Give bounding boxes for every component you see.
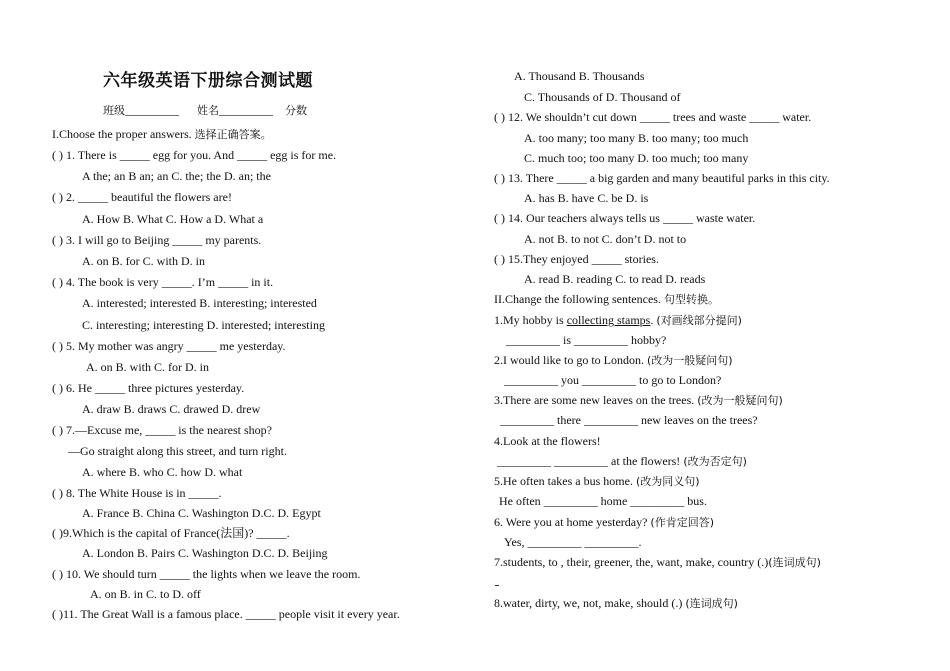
option-line: A. where B. who C. how D. what	[82, 465, 243, 479]
question-line: ( ) 15.They enjoyed _____ stories.	[494, 252, 659, 266]
question-line: ( ) 3. I will go to Beijing _____ my parents.	[52, 233, 262, 247]
option-line: A. too many; too many B. too many; too much	[524, 131, 749, 145]
student-info-line	[103, 103, 307, 118]
option-line: A. on B. for C. with D. in	[82, 254, 205, 268]
option-line: C. interesting; interesting D. interested; interesting	[82, 318, 325, 332]
option-line: A. has B. have C. be D. is	[524, 191, 649, 205]
class-blank: _________	[125, 103, 179, 117]
answer-line: _________ there _________ new leaves on the trees?	[500, 413, 758, 427]
option-line: A the; an B an; an C. the; the D. an; the	[82, 169, 271, 183]
question-line: ( ) 6. He _____ three pictures yesterday.	[52, 381, 245, 395]
transform-question-2: 2.I would like to go to London. (改为一般疑问句)	[494, 353, 733, 367]
option-line: A. not B. to not C. don’t D. not to	[524, 232, 687, 246]
option-line: A. on B. in C. to D. off	[90, 587, 201, 601]
question-line: ( )9.Which is the capital of France(法国)? _____.	[52, 526, 290, 540]
transform-question-3: 3.There are some new leaves on the trees. (改为一般疑问句)	[494, 393, 783, 407]
transform-question-8: 8.water, dirty, we, not, make, should (.) (连词成句)	[494, 596, 738, 610]
answer-line: _________ _________ at the flowers! (改为否定句)	[497, 454, 747, 468]
underlined-phrase: collecting stamps	[566, 313, 651, 327]
transform-question-6: 6. Were you at home yesterday? (作肯定回答)	[494, 515, 715, 529]
name-blank: _________	[219, 103, 273, 117]
question-line: ( ) 13. There _____ a big garden and many beautiful parks in this city.	[494, 171, 830, 185]
transform-question-5: 5.He often takes a bus home. (改为同义句)	[494, 474, 700, 488]
question-line: ( ) 10. We should turn _____ the lights when we leave the room.	[52, 567, 361, 581]
transform-question-4: 4.Look at the flowers!	[494, 434, 601, 448]
class-label: 班级	[103, 104, 125, 117]
option-line: A. France B. China C. Washington D.C. D. Egypt	[82, 506, 321, 520]
option-line: A. How B. What C. How a D. What a	[82, 212, 264, 226]
answer-line: He often _________ home _________ bus.	[499, 494, 707, 508]
question-line: ( ) 12. We shouldn’t cut down _____ trees and waste _____ water.	[494, 110, 812, 124]
option-line: C. much too; too many D. too much; too many	[524, 151, 749, 165]
dialogue-line: —Go straight along this street, and turn right.	[68, 444, 287, 458]
score-label: 分数	[285, 104, 307, 117]
question-line: ( ) 14. Our teachers always tells us _____ waste water.	[494, 211, 756, 225]
answer-dash	[495, 585, 499, 586]
transform-question-7: 7.students, to , their, greener, the, want, make, country (.)(连词成句)	[494, 555, 821, 569]
option-line: A. on B. with C. for D. in	[86, 360, 209, 374]
option-line: A. draw B. draws C. drawed D. drew	[82, 402, 261, 416]
name-label: 姓名	[197, 104, 219, 117]
option-line: A. London B. Pairs C. Washington D.C. D. Beijing	[82, 546, 328, 560]
option-line: A. Thousand B. Thousands	[514, 69, 645, 83]
question-line: ( ) 8. The White House is in _____.	[52, 486, 222, 500]
page-title: 六年级英语下册综合测试题	[103, 71, 313, 91]
answer-line: _________ you _________ to go to London?	[504, 373, 722, 387]
question-line: ( ) 4. The book is very _____. I’m _____ in it.	[52, 275, 274, 289]
question-line: ( ) 1. There is _____ egg for you. And _____ egg is for me.	[52, 148, 337, 162]
section-1-heading: I.Choose the proper answers. 选择正确答案。	[52, 127, 272, 141]
option-line: A. read B. reading C. to read D. reads	[524, 272, 706, 286]
question-line: ( ) 7.—Excuse me, _____ is the nearest shop?	[52, 423, 272, 437]
answer-line: _________ is _________ hobby?	[506, 333, 667, 347]
question-line: ( ) 5. My mother was angry _____ me yesterday.	[52, 339, 286, 353]
transform-question-1: 1.My hobby is collecting stamps. (对画线部分提问)	[494, 313, 742, 327]
section-2-heading: II.Change the following sentences. 句型转换。	[494, 292, 719, 306]
option-line: A. interested; interested B. interesting; interested	[82, 296, 317, 310]
option-line: C. Thousands of D. Thousand of	[524, 90, 681, 104]
question-line: ( ) 2. _____ beautiful the flowers are!	[52, 190, 232, 204]
answer-line: Yes, _________ _________.	[504, 535, 642, 549]
question-line: ( )11. The Great Wall is a famous place. _____ people visit it every year.	[52, 607, 400, 621]
